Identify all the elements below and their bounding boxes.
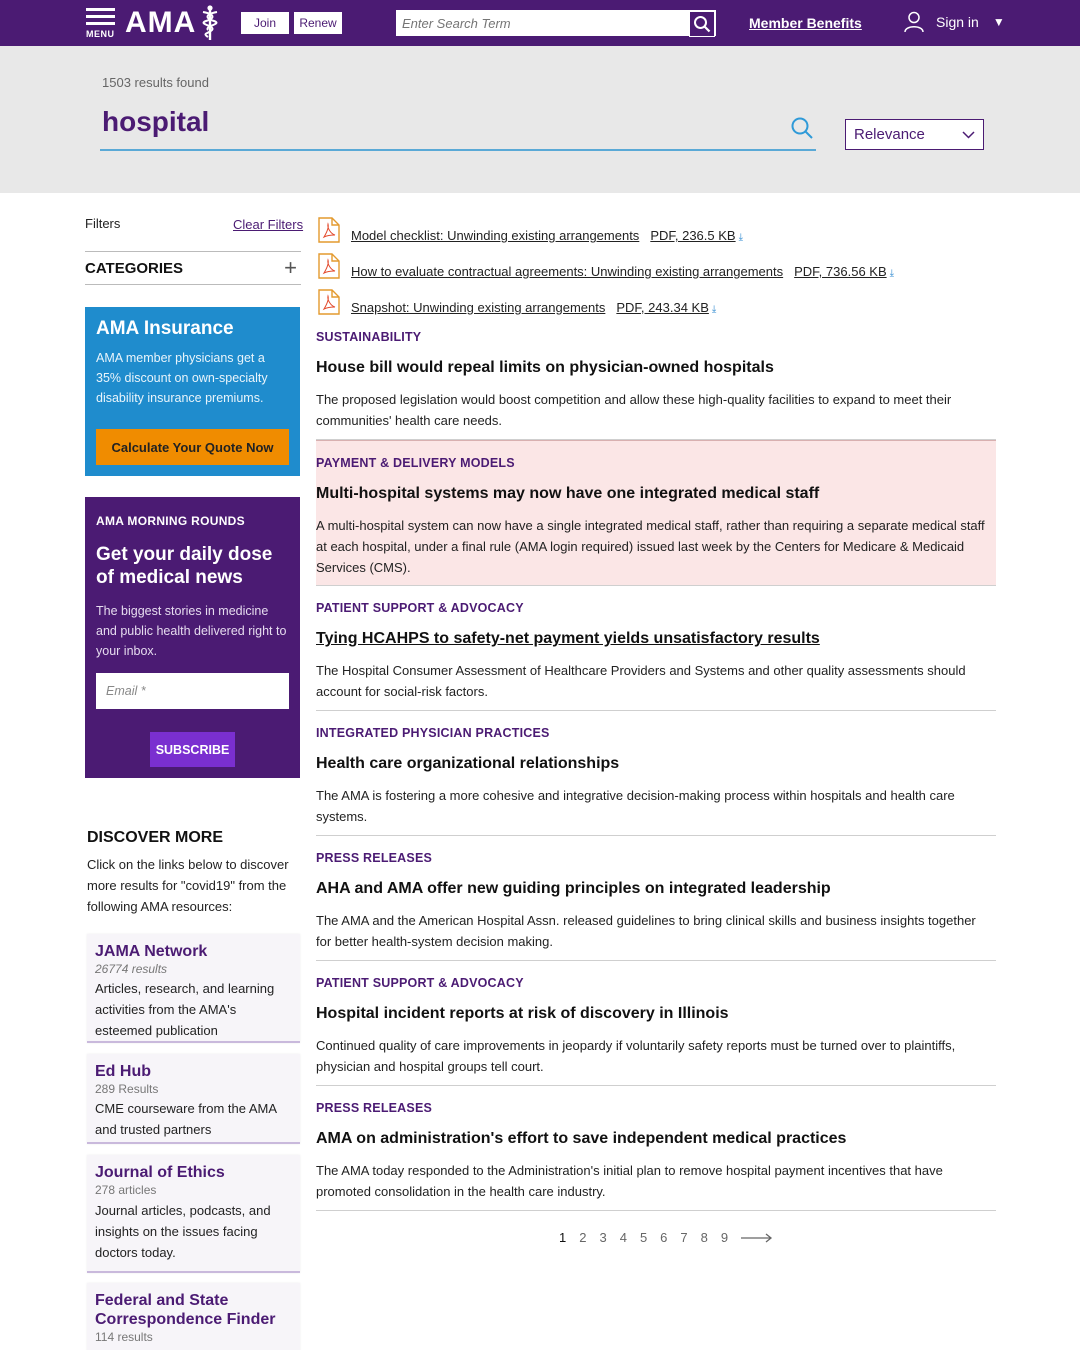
result-title[interactable]: AMA on administration's effort to save independent medical practices [316,1130,847,1147]
resource-card-desc: CME courseware from the AMA and trusted partners [95,1101,277,1137]
download-icon[interactable]: ⤓ [711,304,717,315]
sign-in-menu[interactable] [904,11,1005,33]
download-icon[interactable]: ⤓ [889,268,895,279]
newsletter-kicker: AMA MORNING ROUNDS [96,514,245,528]
result-category[interactable]: PRESS RELEASES [316,1101,433,1115]
join-button[interactable]: Join [241,12,289,34]
newsletter-signup [85,497,300,778]
categories-label: CATEGORIES [85,259,184,277]
search-header-band [0,46,1080,193]
pdf-link[interactable]: How to evaluate contractual agreements: Unwinding existing arrangements [351,264,784,279]
resource-card-count: 114 results [95,1330,153,1344]
resource-card-desc: Journal articles, podcasts, and insights on the issues facing doctors today. [95,1203,271,1260]
pdf-attachment [318,289,716,315]
newsletter-title: Get your daily dose of medical news [96,544,273,588]
pdf-file-icon [318,289,340,315]
result-category[interactable]: INTEGRATED PHYSICIAN PRACTICES [316,726,550,740]
resource-card-title: Federal and State Correspondence Finder [95,1292,276,1328]
chevron-down-icon [962,131,975,139]
header-search-input[interactable] [397,11,689,35]
page-5[interactable]: 5 [639,1230,648,1245]
result-description: The AMA and the American Hospital Assn. released guidelines to bring clinical skills and business insights together for better health-system decision making. [316,913,976,949]
search-query-input[interactable]: hospital [102,106,210,137]
member-benefits-link[interactable]: Member Benefits [749,15,862,31]
result-description: The AMA is fostering a more cohesive and integrative decision-making process within hospitals and health care systems. [316,788,955,824]
user-icon [904,11,924,33]
resource-card-title: JAMA Network [95,943,208,960]
resource-card-desc: Articles, research, and learning activities from the AMA's esteemed publication [95,981,275,1038]
results-count: 1503 results found [102,75,209,90]
search-result [316,1086,996,1211]
result-description: The proposed legislation would boost competition and allow these high-quality facilities to expand to meet their communities' health care needs. [316,392,952,428]
discover-more-title: DISCOVER MORE [87,829,224,846]
result-title[interactable]: Health care organizational relationships [316,755,620,772]
pdf-file-icon [318,217,340,243]
result-category[interactable]: PAYMENT & DELIVERY MODELS [316,456,515,470]
resource-card-count: 289 Results [95,1082,159,1096]
pdf-size-link[interactable]: PDF, 736.56 KB [794,264,887,279]
header-search-button[interactable] [689,11,715,37]
insurance-promo [85,307,300,476]
page-8[interactable]: 8 [700,1230,708,1245]
result-title[interactable]: Tying HCAHPS to safety-net payment yields unsatisfactory results [316,630,820,647]
page-1[interactable]: 1 [559,1230,567,1245]
search-result [316,320,996,440]
search-icon[interactable] [790,116,814,140]
pagination [559,1230,773,1245]
result-description: The AMA today responded to the Administration's initial plan to remove hospital payment incentives that have promoted consolidation in the health care industry. [316,1163,943,1199]
sort-value: Relevance [854,126,925,143]
top-navigation-bar [0,0,1080,46]
menu-label: MENU [86,29,115,39]
page-7[interactable]: 7 [680,1230,688,1245]
search-result-highlighted [316,440,996,586]
email-field[interactable]: Email * [96,673,289,709]
next-arrow-icon[interactable] [741,1233,773,1243]
clear-filters-link[interactable]: Clear Filters [233,217,304,232]
page-6[interactable]: 6 [660,1230,668,1245]
calculate-quote-button[interactable]: Calculate Your Quote Now [96,429,289,465]
resource-card-journal-of-ethics[interactable] [87,1155,300,1273]
logo-text: AMA [125,6,197,39]
page-3[interactable]: 3 [599,1230,607,1245]
pdf-link[interactable]: Model checklist: Unwinding existing arrangements [351,228,640,243]
caret-down-icon: ▼ [992,15,1005,29]
renew-button[interactable]: Renew [294,12,342,34]
pdf-link[interactable]: Snapshot: Unwinding existing arrangements [351,300,606,315]
search-result [316,586,996,711]
resource-card-count: 278 articles [95,1183,157,1197]
pdf-file-icon [318,253,340,279]
resource-card-title: Ed Hub [95,1063,151,1080]
header-search [396,10,716,36]
resource-card-count: 26774 results [95,962,168,976]
sign-in-label: Sign in [936,14,979,30]
insurance-text: AMA member physicians get a 35% discount on own-specialty disability insurance premiums. [96,351,268,405]
pdf-attachment [318,217,743,243]
search-result [316,961,996,1086]
download-icon[interactable]: ⤓ [738,232,744,243]
result-category[interactable]: PATIENT SUPPORT & ADVOCACY [316,976,524,990]
page-9[interactable]: 9 [720,1230,729,1245]
pdf-attachment [318,253,894,279]
resource-card-edhub[interactable] [87,1054,300,1144]
result-title[interactable]: House bill would repeal limits on physician-owned hospitals [316,359,774,376]
search-icon [693,15,711,33]
categories-toggle[interactable] [85,251,301,285]
caduceus-icon [198,4,222,42]
result-category[interactable]: PATIENT SUPPORT & ADVOCACY [316,601,524,615]
search-result [316,836,996,961]
insurance-title: AMA Insurance [96,318,234,339]
discover-more-text: Click on the links below to discover more results for "covid19" from the following AMA resources: [87,857,289,914]
result-category[interactable]: SUSTAINABILITY [316,330,422,344]
ama-logo[interactable] [125,6,222,40]
hamburger-icon [86,8,118,25]
filters-label: Filters [85,216,121,231]
search-result [316,711,996,836]
resource-card-jama[interactable] [87,934,300,1043]
result-description: Continued quality of care improvements in jeopardy if voluntarily safety reports must be turned over to plaintiffs, physician and hospital groups tell court. [316,1038,956,1074]
plus-icon: + [284,255,297,280]
result-title[interactable]: AHA and AMA offer new guiding principles on integrated leadership [316,880,831,897]
result-description: The Hospital Consumer Assessment of Healthcare Providers and Systems and other quality assessments should account for social-risk factors. [316,663,966,699]
newsletter-text: The biggest stories in medicine and public health delivered right to your inbox. [96,604,287,658]
subscribe-button[interactable]: SUBSCRIBE [150,732,235,767]
sort-select[interactable] [845,119,984,150]
result-category[interactable]: PRESS RELEASES [316,851,433,865]
result-title[interactable]: Multi-hospital systems may now have one integrated medical staff [316,485,820,502]
search-underline [100,149,816,151]
resource-card-correspondence-finder[interactable] [87,1283,300,1350]
page-4[interactable]: 4 [619,1230,627,1245]
result-title[interactable]: Hospital incident reports at risk of discovery in Illinois [316,1005,729,1022]
pdf-size-link[interactable]: PDF, 236.5 KB [650,228,736,243]
pdf-size-link[interactable]: PDF, 243.34 KB [616,300,709,315]
menu-button[interactable] [86,8,118,40]
resource-card-title: Journal of Ethics [95,1164,225,1181]
result-description: A multi-hospital system can now have a single integrated medical staff, rather than requiring a separate medical staff at each hospital, under a final rule (AMA login required) issued last week by the Centers for Medicare & Medicaid Services (CMS). [316,518,985,575]
page-2[interactable]: 2 [579,1230,587,1245]
